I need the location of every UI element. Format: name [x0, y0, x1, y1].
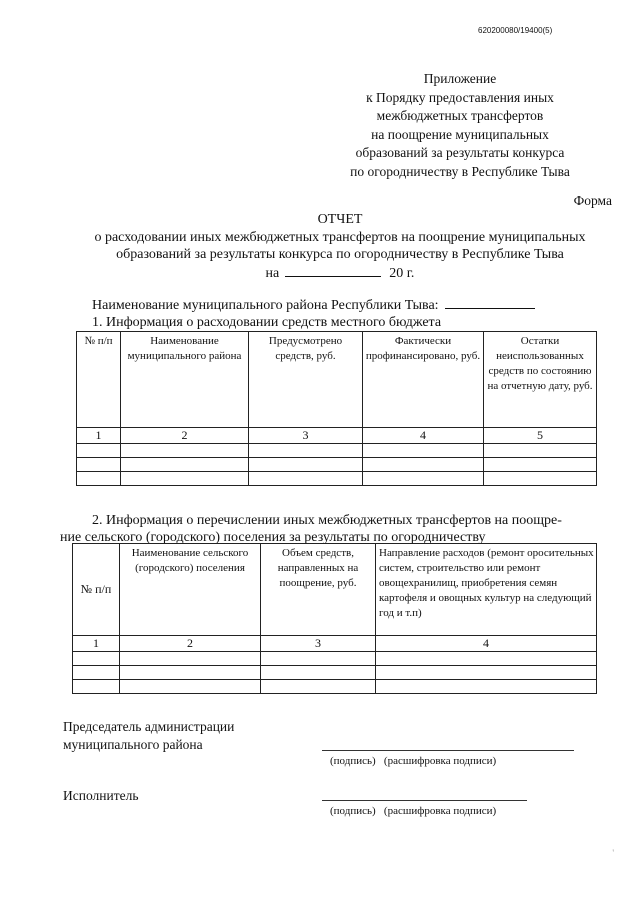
appendix-line: образований за результаты конкурса: [355, 145, 565, 160]
report-heading: ОТЧЕТ: [317, 212, 363, 227]
table-cell[interactable]: [363, 444, 484, 458]
appendix-line: на поощрение муниципальных: [371, 126, 549, 142]
expenditure-table: [76, 331, 597, 486]
column-header: Фактически профинансировано, руб.: [363, 332, 484, 428]
hint-decode: (расшифровка подписи): [383, 755, 497, 767]
table-cell[interactable]: [121, 472, 249, 486]
chairman-label-line: Председатель администрации: [63, 719, 235, 734]
report-title-block: [60, 211, 620, 282]
column-header: Наименование муниципального района: [121, 332, 249, 428]
table-row: [77, 472, 597, 486]
report-subtitle-line: образований за результаты конкурса по огородничеству в Республике Тыва: [116, 247, 564, 262]
table-cell[interactable]: [376, 666, 597, 680]
table-row: [77, 444, 597, 458]
appendix-line: межбюджетных трансфертов: [376, 108, 544, 123]
table-cell[interactable]: [73, 666, 120, 680]
chairman-signature-line[interactable]: [322, 750, 574, 751]
table-cell[interactable]: [77, 444, 121, 458]
hint-sign: (подпись): [330, 805, 376, 817]
table-row: [73, 652, 597, 666]
table-cell[interactable]: [73, 652, 120, 666]
column-number: 2: [121, 428, 249, 444]
table-cell[interactable]: [249, 458, 363, 472]
chairman-label: [63, 718, 234, 754]
column-header: Предусмотрено средств, руб.: [249, 332, 363, 428]
table-cell[interactable]: [249, 444, 363, 458]
date-blank-field[interactable]: [285, 264, 381, 277]
column-header: Наименование сельского (городского) поселения: [120, 544, 261, 636]
column-number: 3: [261, 636, 376, 652]
column-header: № п/п: [77, 332, 121, 428]
margin-mark: ': [612, 848, 614, 858]
column-header: Остатки неиспользованных средств по состоянию на отчетную дату, руб.: [484, 332, 597, 428]
table-row: [73, 666, 597, 680]
table-cell[interactable]: [249, 472, 363, 486]
table-cell[interactable]: [484, 472, 597, 486]
column-header: Объем средств, направленных на поощрение, руб.: [261, 544, 376, 636]
table-row: [73, 680, 597, 694]
district-line: [92, 296, 535, 314]
section2-heading: [60, 512, 630, 546]
appendix-line: к Порядку предоставления иных: [366, 89, 554, 105]
table-cell[interactable]: [77, 458, 121, 472]
chairman-label-line: муниципального района: [63, 737, 203, 752]
table-cell[interactable]: [121, 444, 249, 458]
table-cell[interactable]: [120, 652, 261, 666]
table-header-row: [73, 544, 597, 636]
table-cell[interactable]: [261, 652, 376, 666]
chairman-signature-hint: [330, 755, 496, 767]
column-number: 1: [77, 428, 121, 444]
hint-sign: (подпись): [330, 755, 376, 767]
column-number: 1: [73, 636, 120, 652]
report-subtitle-line: о расходовании иных межбюджетных трансфертов на поощрение муниципальных: [94, 229, 586, 245]
table-cell[interactable]: [261, 680, 376, 694]
hint-decode: (расшифровка подписи): [383, 805, 497, 817]
column-number-row: [73, 636, 597, 652]
column-number-row: [77, 428, 597, 444]
table-cell[interactable]: [120, 680, 261, 694]
table-cell[interactable]: [363, 458, 484, 472]
column-number: 5: [484, 428, 597, 444]
table-cell[interactable]: [484, 458, 597, 472]
report-date-line: [60, 264, 620, 283]
table-cell[interactable]: [261, 666, 376, 680]
district-blank-field[interactable]: [445, 296, 535, 309]
document-id: 620200080/19400(5): [478, 26, 553, 35]
executor-signature-hint: [330, 805, 496, 817]
executor-label: Исполнитель: [63, 788, 139, 803]
column-header: Направление расходов (ремонт оросительных систем, строительство или ремонт овощехранилищ, приобретения семян картофеля и овощных культур на следующий год и т.п): [376, 544, 597, 636]
form-label: Форма: [573, 193, 612, 208]
table-cell[interactable]: [77, 472, 121, 486]
appendix-line: по огородничеству в Республике Тыва: [350, 163, 570, 179]
appendix-line: Приложение: [423, 71, 497, 86]
date-prefix: на: [265, 265, 280, 281]
section2-heading-line: ние сельского (городского) поселения за результаты по огородничеству: [60, 530, 486, 545]
column-number: 4: [376, 636, 597, 652]
column-number: 4: [363, 428, 484, 444]
table-cell[interactable]: [376, 680, 597, 694]
transfer-table: [72, 543, 597, 694]
table-row: [77, 458, 597, 472]
column-number: 3: [249, 428, 363, 444]
table-cell[interactable]: [376, 652, 597, 666]
table-cell[interactable]: [73, 680, 120, 694]
appendix-block: [310, 70, 610, 181]
table-header-row: [77, 332, 597, 428]
district-label: Наименование муниципального района Республики Тыва:: [92, 298, 439, 313]
column-number: 2: [120, 636, 261, 652]
table-cell[interactable]: [120, 666, 261, 680]
column-header: № п/п: [73, 544, 120, 636]
section1-heading: 1. Информация о расходовании средств местного бюджета: [92, 315, 442, 330]
executor-signature-line[interactable]: [322, 800, 527, 801]
table-cell[interactable]: [484, 444, 597, 458]
section2-heading-line: 2. Информация о перечислении иных межбюджетных трансфертов на поощре-: [92, 513, 562, 528]
date-suffix: 20 г.: [389, 265, 415, 281]
table-cell[interactable]: [121, 458, 249, 472]
table-cell[interactable]: [363, 472, 484, 486]
